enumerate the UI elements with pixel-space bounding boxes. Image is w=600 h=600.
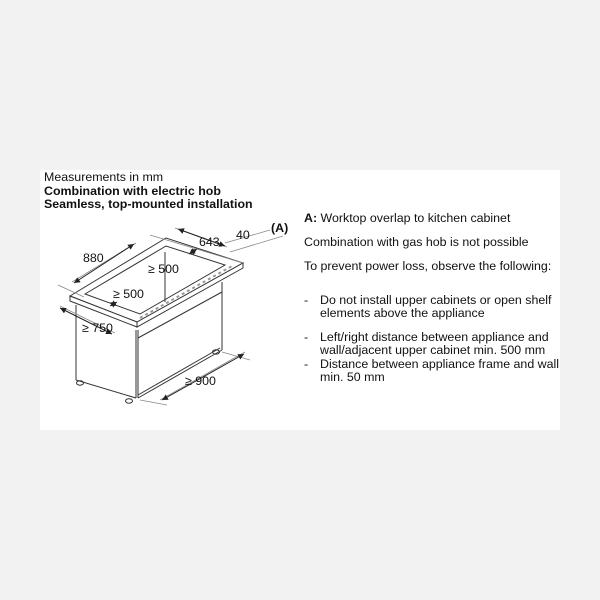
subtitle: Seamless, top-mounted installation [44,197,253,211]
dim-depth: 880 [83,251,104,265]
dim-width: 643 [199,235,220,249]
note-a [304,212,564,226]
dim-cutout-width: ≥ 500 [113,287,144,301]
list-item: - Distance between appliance frame and wall min. 50 mm [304,358,564,385]
note-power-loss: To prevent power loss, observe the following: [304,259,552,273]
note-a-label: A: [304,211,318,225]
requirements-list [304,294,564,385]
installation-drawing [40,210,300,410]
units-label: Measurements in mm [44,170,164,184]
title: Combination with electric hob [44,183,221,198]
dim-cabinet-width: ≥ 900 [185,374,216,388]
note-a-text: Worktop overlap to kitchen cabinet [320,211,511,225]
note-gas-hob: Combination with gas hob is not possible [304,235,529,249]
list-item: - Left/right distance between appliance and wall/adjacent upper cabinet min. 500 mm [304,331,564,358]
dim-cutout-depth: ≥ 500 [148,262,179,276]
notes [304,212,564,385]
header [44,171,253,212]
list-item: - Do not install upper cabinets or open shelf elements above the appliance [304,294,564,321]
dim-height: ≥ 750 [82,321,113,335]
dim-overlap-label: (A) [271,221,289,235]
dim-overlap: 40 [236,228,250,242]
